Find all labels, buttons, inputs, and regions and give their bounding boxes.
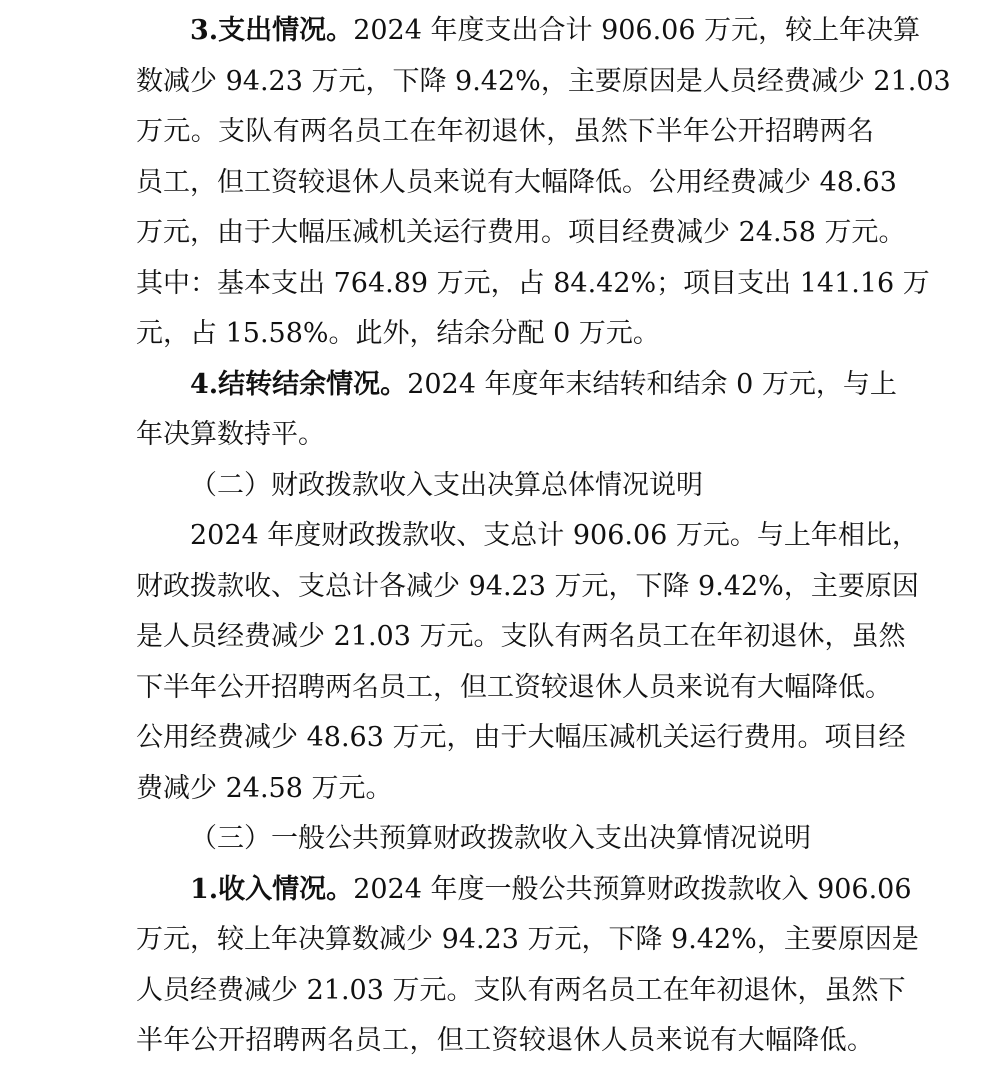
text-line: 2024 年度财政拨款收、支总计 906.06 万元。与上年相比， <box>190 520 919 551</box>
text-line: 其中：基本支出 764.89 万元，占 84.42%；项目支出 141.16 万 <box>136 267 930 299</box>
text-line: 公用经费减少 48.63 万元，由于大幅压减机关运行费用。项目经 <box>136 722 906 753</box>
text-line: 万元，较上年决算数减少 94.23 万元，下降 9.42%，主要原因是 <box>136 924 919 955</box>
text-run: 2024 年度一般公共预算财政拨款收入 906.06 <box>353 873 912 905</box>
text-line: 是人员经费减少 21.03 万元。支队有两名员工在年初退休，虽然 <box>136 621 906 652</box>
section-heading: （三）一般公共预算财政拨款收入支出决算情况说明 <box>190 823 811 854</box>
text-run: 2024 年度年末结转和结余 0 万元，与上 <box>407 368 897 400</box>
text-run: 2024 年度支出合计 906.06 万元，较上年决算 <box>353 15 921 46</box>
text-line <box>136 360 897 411</box>
section-label: 1.收入情况。 <box>190 873 354 905</box>
text-line: 元，占 15.58%。此外，结余分配 0 万元。 <box>136 318 660 349</box>
text-line: 数减少 94.23 万元，下降 9.42%，主要原因是人员经费减少 21.03 <box>136 65 951 97</box>
section-label: 4.结转结余情况。 <box>190 368 408 400</box>
text-line: 员工，但工资较退休人员来说有大幅降低。公用经费减少 48.63 <box>136 166 897 198</box>
text-line <box>136 865 912 916</box>
text-line: 下半年公开招聘两名员工，但工资较退休人员来说有大幅降低。 <box>136 671 892 703</box>
section-heading: （二）财政拨款收入支出决算总体情况说明 <box>190 469 703 501</box>
text-line: 财政拨款收、支总计各减少 94.23 万元，下降 9.42%，主要原因 <box>136 570 919 602</box>
text-line: 人员经费减少 21.03 万元。支队有两名员工在年初退休，虽然下 <box>136 974 906 1006</box>
text-line: 万元，由于大幅压减机关运行费用。项目经费减少 24.58 万元。 <box>136 217 906 248</box>
text-line: 半年公开招聘两名员工，但工资较退休人员来说有大幅降低。 <box>136 1025 874 1056</box>
section-label: 3.支出情况。 <box>190 15 354 46</box>
text-line: 万元。支队有两名员工在年初退休，虽然下半年公开招聘两名 <box>136 116 874 147</box>
text-line: 年决算数持平。 <box>136 419 325 450</box>
text-line <box>136 6 921 57</box>
text-line: 费减少 24.58 万元。 <box>136 772 393 804</box>
